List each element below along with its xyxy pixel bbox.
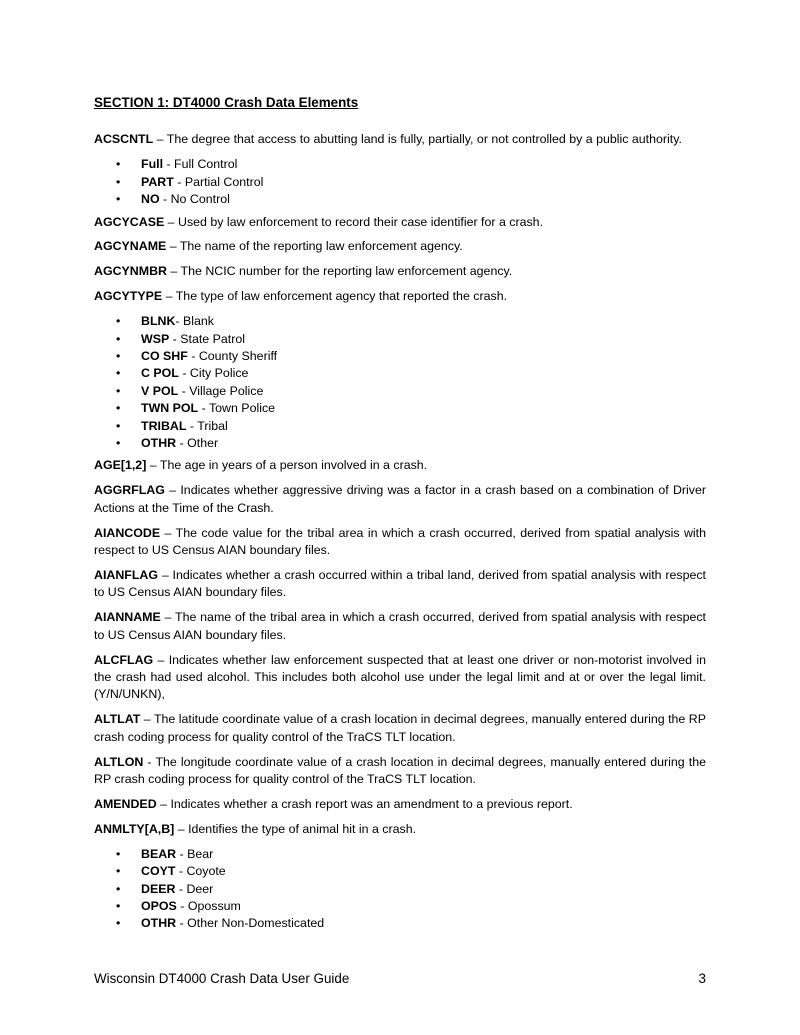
separator: -: [187, 348, 199, 363]
description: The type of law enforcement agency that reported the crash.: [175, 289, 508, 304]
entry-alcflag: [94, 652, 706, 704]
separator: –: [160, 525, 176, 540]
list-item: [94, 331, 706, 348]
entry-agcytype: [94, 288, 706, 305]
separator: –: [162, 289, 176, 304]
code-label: County Sheriff: [198, 348, 278, 363]
description: The latitude coordinate value of a crash location in decimal degrees, manually entered during the RP crash coding process for quality control of the TraCS TLT location.: [94, 712, 706, 744]
term: ALTLON: [94, 754, 144, 769]
bullet-icon: •: [116, 864, 121, 879]
list-item: [94, 383, 706, 400]
code-label: Deer: [186, 881, 214, 896]
description: Indicates whether aggressive driving was a factor in a crash based on a combination of Driver Actions at the Time of the Crash.: [94, 483, 706, 515]
separator: -: [198, 401, 209, 416]
separator: –: [140, 712, 154, 727]
separator: –: [166, 239, 180, 254]
code: TRIBAL: [141, 418, 187, 433]
term: AIANFLAG: [94, 567, 159, 582]
code-label: Other Non-Domesticated: [187, 916, 325, 931]
description: The name of the reporting law enforcement agency.: [179, 239, 463, 254]
description: Indicates whether a crash report was an amendment to a previous report.: [170, 796, 573, 811]
code: TWN POL: [141, 401, 199, 416]
description: The code value for the tribal area in which a crash occurred, derived from spatial analysis with respect to US Census AIAN boundary files.: [94, 525, 706, 558]
bullet-icon: •: [116, 916, 121, 931]
code: WSP: [141, 331, 170, 346]
list-item: [94, 174, 706, 191]
entry-aianname: [94, 609, 706, 644]
bullet-icon: •: [116, 192, 121, 207]
separator: –: [153, 132, 167, 147]
page-number: 3: [698, 971, 706, 986]
term: AGCYCASE: [94, 214, 165, 229]
code: PART: [141, 174, 174, 189]
entry-agcycase: [94, 214, 706, 231]
term: AIANCODE: [94, 525, 161, 540]
separator: -: [159, 192, 171, 207]
entry-altlat: [94, 711, 706, 746]
list-item: [94, 435, 706, 452]
code: OPOS: [141, 898, 177, 913]
separator: -: [176, 898, 188, 913]
entry-agcyname: [94, 238, 706, 255]
term: AGGRFLAG: [94, 483, 165, 498]
separator: -: [175, 881, 187, 896]
code-label: City Police: [189, 366, 249, 381]
term: AGCYTYPE: [94, 289, 163, 304]
document-page: [94, 94, 706, 938]
code: OTHR: [141, 436, 177, 450]
list-item: [94, 365, 706, 382]
code-label: Other: [187, 436, 219, 450]
code: COYT: [141, 864, 176, 879]
entry-anmlty: [94, 821, 706, 838]
entry-aianflag: [94, 567, 706, 602]
code-label: Opossum: [187, 898, 241, 913]
bullet-icon: •: [116, 314, 121, 329]
acscntl-code-list: [94, 156, 706, 208]
description: Indicates whether a crash occurred within a tribal land, derived from spatial analysis with respect to US Census AIAN boundary files.: [94, 567, 706, 600]
separator: –: [164, 214, 179, 229]
code-label: Full Control: [174, 157, 238, 172]
entry-aggrflag: [94, 482, 706, 517]
term: ALCFLAG: [94, 652, 154, 667]
term: AGE[1,2]: [94, 458, 147, 473]
separator: –: [174, 821, 189, 836]
description: Indicates whether law enforcement suspected that at least one driver or non-motorist involved in the crash had used alcohol. This includes both alcohol use under the legal limit and at or over the legal limit. (Y/N/UNKN),: [94, 652, 706, 702]
code-label: Tribal: [197, 418, 228, 433]
anmlty-code-list: [94, 846, 706, 933]
separator: -: [176, 916, 188, 931]
bullet-icon: •: [116, 348, 121, 363]
code: OTHR: [141, 916, 177, 931]
term: ACSCNTL: [94, 132, 154, 147]
description: The age in years of a person involved in a crash.: [159, 458, 428, 473]
entry-aiancode: [94, 525, 706, 560]
entry-acscntl: [94, 131, 706, 148]
code: NO: [141, 192, 160, 207]
bullet-icon: •: [116, 418, 121, 433]
entry-amended: [94, 796, 706, 813]
description: The NCIC number for the reporting law enforcement agency.: [180, 264, 513, 279]
separator: -: [175, 314, 183, 329]
term: AIANNAME: [94, 610, 161, 625]
separator: –: [164, 483, 181, 498]
entry-age: [94, 457, 706, 474]
list-item: [94, 418, 706, 435]
description: The name of the tribal area in which a crash occurred, derived from spatial analysis with respect to US Census AIAN boundary files.: [94, 610, 706, 642]
separator: -: [186, 418, 198, 433]
separator: –: [153, 652, 169, 667]
code-label: Partial Control: [184, 174, 264, 189]
term: AGCYNAME: [94, 239, 167, 254]
code: Full: [141, 157, 164, 172]
term: AMENDED: [94, 796, 157, 811]
bullet-icon: •: [116, 174, 121, 189]
bullet-icon: •: [116, 157, 121, 172]
entry-agcynmbr: [94, 263, 706, 280]
bullet-icon: •: [116, 846, 121, 861]
separator: –: [146, 458, 160, 473]
code-label: Coyote: [186, 864, 226, 879]
separator: -: [176, 846, 188, 861]
list-item: [94, 863, 706, 880]
code: DEER: [141, 881, 176, 896]
separator: -: [169, 331, 181, 346]
bullet-icon: •: [116, 881, 121, 896]
list-item: [94, 881, 706, 898]
term: AGCYNMBR: [94, 264, 167, 279]
code-label: Village Police: [189, 383, 264, 398]
list-item: [94, 348, 706, 365]
code-label: State Patrol: [180, 331, 245, 346]
list-item: [94, 156, 706, 173]
description: The degree that access to abutting land is fully, partially, or not controlled by a public authority.: [166, 132, 682, 147]
code-label: Bear: [187, 846, 214, 861]
list-item: [94, 915, 706, 932]
separator: –: [166, 264, 181, 279]
separator: -: [163, 157, 175, 172]
code: CO SHF: [141, 348, 188, 363]
bullet-icon: •: [116, 401, 121, 416]
list-item: [94, 313, 706, 330]
separator: –: [158, 567, 173, 582]
bullet-icon: •: [116, 383, 121, 398]
code-label: Blank: [183, 314, 214, 329]
description: The longitude coordinate value of a crash location in decimal degrees, manually entered during the RP crash coding process for quality control of the TraCS TLT location.: [94, 754, 706, 786]
bullet-icon: •: [116, 898, 121, 913]
code-label: No Control: [170, 192, 230, 207]
section-title: SECTION 1: DT4000 Crash Data Elements: [94, 95, 359, 110]
description: Identifies the type of animal hit in a crash.: [188, 821, 417, 836]
separator: -: [175, 864, 187, 879]
code: BLNK: [141, 314, 176, 329]
separator: -: [173, 174, 185, 189]
separator: -: [143, 754, 156, 769]
separator: -: [178, 366, 190, 381]
entry-altlon: [94, 754, 706, 789]
footer-title: Wisconsin DT4000 Crash Data User Guide: [94, 971, 350, 986]
list-item: [94, 191, 706, 208]
code: V POL: [141, 383, 179, 398]
bullet-icon: •: [116, 366, 121, 381]
separator: -: [176, 436, 188, 450]
bullet-icon: •: [116, 331, 121, 346]
list-item: [94, 400, 706, 417]
separator: -: [178, 383, 190, 398]
description: Used by law enforcement to record their case identifier for a crash.: [178, 214, 544, 229]
list-item: [94, 898, 706, 915]
term: ALTLAT: [94, 712, 141, 727]
separator: –: [160, 610, 176, 625]
bullet-icon: •: [116, 436, 121, 450]
term: ANMLTY[A,B]: [94, 821, 175, 836]
separator: –: [156, 796, 171, 811]
code-label: Town Police: [208, 401, 276, 416]
agcytype-code-list: [94, 313, 706, 452]
code: BEAR: [141, 846, 177, 861]
list-item: [94, 846, 706, 863]
code: C POL: [141, 366, 179, 381]
